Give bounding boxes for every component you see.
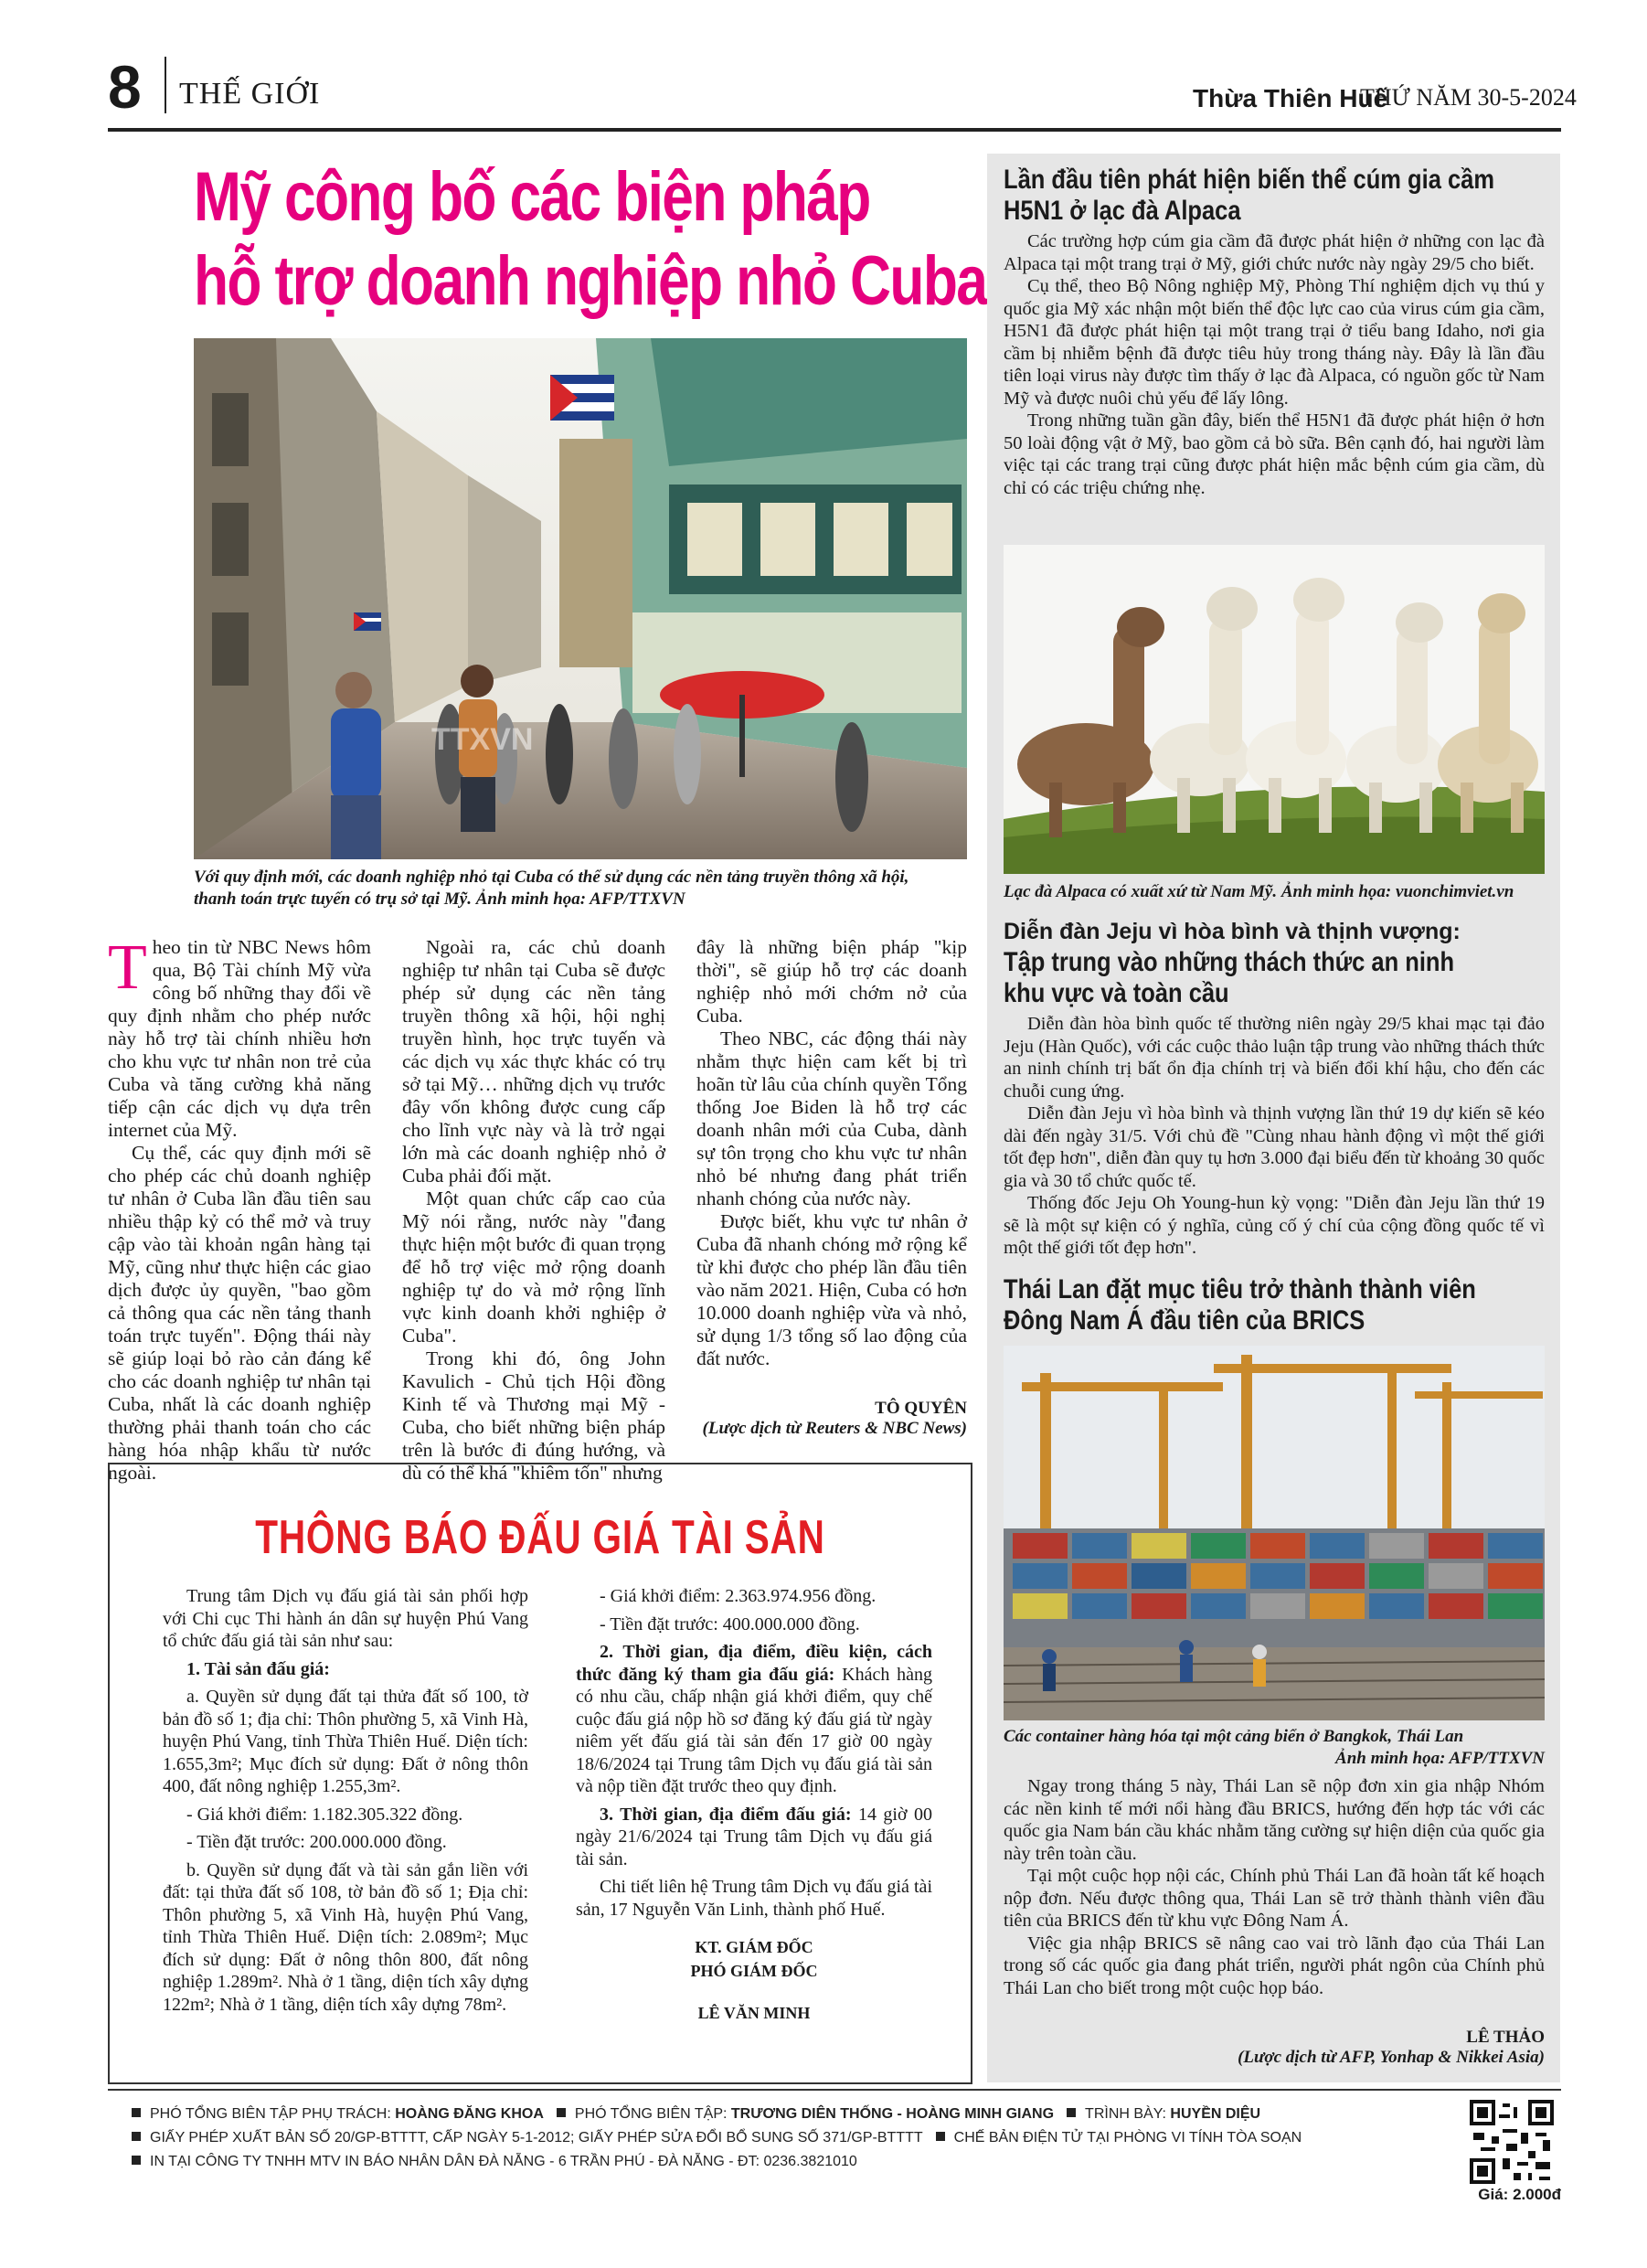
auction-s1a: a. Quyền sử dụng đất tại thửa đất số 100, tờ bản đồ số 1; địa chỉ: Thôn phường 5, xã Vinh Hà, huyện Phú Vang, tỉnh Thừa Thiên Huế. Diện tích: 1.655,3m²; Mục đích sử dụng: Đất ở nông thôn 400, đất nông nghiệp 1.255,3m². — [163, 1687, 528, 1796]
main-source: (Lược dịch từ Reuters & NBC News) — [702, 1419, 967, 1438]
alpaca-headline — [1004, 165, 1494, 227]
auction-s2-heading: 2. Thời gian, địa điểm, điều kiện, cách thức đăng ký tham gia đấu giá: — [576, 1642, 932, 1685]
main-col2-para2: Một quan chức cấp cao của Mỹ nói rằng, nước này "đang thực hiện một bước đi quan trọng để hỗ trợ việc mở rộng doanh nghiệp tự do và mở rộng lĩnh vực kinh doanh khởi nghiệp ở Cuba". — [402, 1187, 665, 1347]
footer-deputy-value: TRƯƠNG DIÊN THỐNG - HOÀNG MINH GIANG — [730, 2106, 1055, 2122]
jeju-para1: Diễn đàn hòa bình quốc tế thường niên ngày 29/5 khai mạc tại đảo Jeju (Hàn Quốc), với các cuộc thảo luận tập trung vào những thách thức an ninh chính trị bất ổn địa chính trị và biến đổi khí hậu, cho đến các chuỗi cung ứng. — [1004, 1014, 1545, 1102]
main-photo-caption-line1: Với quy định mới, các doanh nghiệp nhỏ tại Cuba có thể sử dụng các nền tảng truyền thông xã hội, — [194, 868, 909, 887]
footer-row-2 — [128, 2127, 1302, 2149]
footer-printer: IN TẠI CÔNG TY TNHH MTV IN BÁO NHÂN DÂN ĐÀ NẴNG - 6 TRẦN PHÚ - ĐÀ NẴNG - ĐT: 0236.3821010 — [150, 2154, 857, 2169]
main-byline — [696, 1399, 967, 1439]
auction-sign-title1: KT. GIÁM ĐỐC — [695, 1938, 813, 1956]
main-headline — [194, 155, 987, 324]
main-col3-para3: Được biết, khu vực tư nhân ở Cuba đã nhanh chóng mở rộng kể từ khi được cho phép lần đầu tiên vào năm 2021. Hiện, Cuba có hơn 10.000 doanh nghiệp vừa và nhỏ, sử dụng 1/3 tổng số lao động của đất nước. — [696, 1210, 967, 1369]
main-col2-para1: Ngoài ra, các chủ doanh nghiệp tư nhân tại Cuba sẽ được phép sử dụng các nền tảng truyền thông xã hội, hội nghị truyền hình, học trực tuyến và các dịch vụ xác thực khác có trụ sở tại Mỹ… những dịch vụ trước đây vốn không được cung cấp cho lĩnh vực này và là trở ngại lớn mà các doanh nghiệp nhỏ ở Cuba phải đối mặt. — [402, 936, 665, 1187]
auction-s1b-price: - Giá khởi điểm: 2.363.974.956 đồng. — [600, 1586, 877, 1606]
auction-s1b: b. Quyền sử dụng đất và tài sản gắn liền với đất: tại thửa đất số 108, tờ bản đồ số 1; Địa chỉ: Thôn phường 5, xã Vinh Hà, huyện Phú Vang, tỉnh Thừa Thiên Huế. Diện tích: 2.089m²; Mục đích sử dụng: Đất ở nông thôn 800, đất nông nghiệp 1.289m². Nhà ở 1 tầng, diện tích xây dựng 122m²; Nhà ở 1 tầng, diện tích xây dựng 78m². — [163, 1859, 528, 2015]
dropcap: T — [108, 932, 147, 1003]
port-caption-line1: Các container hàng hóa tại một cảng biển ở Bangkok, Thái Lan — [1004, 1727, 1464, 1746]
main-col-2 — [402, 936, 665, 1485]
main-col3-para2: Theo NBC, các động thái này nhằm thực hiện cam kết bị trì hoãn từ lâu của chính quyền Tổng thống Joe Biden là hỗ trợ các doanh nhân mới của Cuba, dành sự tôn trọng cho khu vực tư nhân nhỏ bé nhưng đang phát triển nhanh chóng của nước này. — [696, 1028, 967, 1209]
auction-col-1 — [163, 1585, 528, 2021]
thailand-headline-line2: Đông Nam Á đầu tiên của BRICS — [1004, 1305, 1365, 1336]
auction-s1a-deposit: - Tiền đặt trước: 200.000.000 đồng. — [186, 1832, 447, 1852]
alpaca-caption: Lạc đà Alpaca có xuất xứ từ Nam Mỹ. Ảnh minh họa: vuonchimviet.vn — [1004, 882, 1514, 901]
qr-code[interactable] — [1470, 2100, 1554, 2184]
footer-layout-label: TRÌNH BÀY: — [1085, 2106, 1166, 2122]
footer-layout-value: HUYỀN DIỆU — [1170, 2106, 1261, 2122]
alpaca-para2: Cụ thể, theo Bộ Nông nghiệp Mỹ, Phòng Thí nghiệm dịch vụ thú y quốc gia Mỹ xác nhận một biến thể độc lực cao của virus cúm gia cầm, H5N1 đã được phát hiện tại một trang trại ở tiểu bang Idaho, nơi gia cầm bị nhiễm bệnh đã được tiêu hủy trong tháng này. Đây là lần đầu tiên loại virus này được tìm thấy ở lạc đà Alpaca, có nguồn gốc từ Nam Mỹ và được nuôi chủ yếu để lấy lông. — [1004, 276, 1545, 409]
auction-s1-heading: 1. Tài sản đấu giá: — [186, 1658, 330, 1679]
sidebar — [987, 154, 1560, 2082]
thailand-headline — [1004, 1274, 1476, 1336]
main-col-3 — [696, 936, 967, 1370]
auction-s3-body: 14 giờ 00 ngày 21/6/2024 tại Trung tâm Dịch vụ đấu giá tài sản. — [576, 1804, 932, 1869]
main-photo-caption — [194, 867, 967, 910]
footer-editor-value: HOÀNG ĐĂNG KHOA — [395, 2106, 544, 2122]
jeju-headline — [1004, 947, 1454, 1009]
main-headline-line1: Mỹ công bố các biện pháp — [194, 158, 870, 236]
thailand-headline-line1: Thái Lan đặt mục tiêu trở thành thành viên — [1004, 1274, 1476, 1304]
auction-signature — [576, 1935, 932, 2025]
main-col1-para2: Cụ thể, các quy định mới sẽ cho phép các chủ doanh nghiệp tư nhân ở Cuba lần đầu tiên sau nhiều thập kỷ có thể mở và truy cập vào tài khoản ngân hàng tại Mỹ, cũng như thực hiện các giao dịch được ủy quyền, "bao gồm cả thông qua các nền tảng thanh toán trực tuyến". Động thái này sẽ giúp loại bỏ rào cản đáng kể cho các doanh nghiệp tư nhân tại Cuba, nhất là các doanh nghiệp thường phải thanh toán cho các hàng hóa nhập khẩu từ nước ngoài. — [108, 1142, 371, 1484]
footer-license: GIẤY PHÉP XUẤT BẢN SỐ 20/GP-BTTTT, CẤP NGÀY 5-1-2012; GIẤY PHÉP SỬA ĐỔI BỔ SUNG SỐ 371/GP-BTTTT — [150, 2130, 923, 2146]
auction-s3-heading: 3. Thời gian, địa điểm đấu giá: — [600, 1804, 852, 1825]
alpaca-body — [1004, 230, 1545, 499]
thailand-body — [1004, 1775, 1545, 1999]
header-rule — [108, 128, 1561, 132]
thailand-source: (Lược dịch từ AFP, Yonhap & Nikkei Asia) — [1238, 2048, 1545, 2067]
main-col3-para1: đây là những biện pháp "kịp thời", sẽ giúp hỗ trợ các doanh nghiệp nhỏ mới chớm nở của Cuba. — [696, 936, 967, 1027]
jeju-kicker: Diễn đàn Jeju vì hòa bình và thịnh vượng: — [1004, 919, 1461, 944]
main-col-1 — [108, 932, 371, 1485]
thailand-author: LÊ THẢO — [1466, 2028, 1545, 2047]
auction-s2-body: Khách hàng có nhu cầu, chấp nhận giá khởi điểm, quy chế cuộc đấu giá nộp hồ sơ đăng ký đấu giá từ ngày niêm yết đấu giá tài sản đến 17 giờ 00 ngày 18/6/2024 tại Trung tâm Dịch vụ đấu giá tài sản và nộp tiền đặt trước theo quy định. — [576, 1664, 933, 1796]
issue-price: Giá: 2.000đ — [1478, 2186, 1561, 2203]
footer-row-3 — [128, 2151, 857, 2173]
auction-s1a-price: - Giá khởi điểm: 1.182.305.322 đồng. — [186, 1804, 463, 1825]
auction-notice-box — [108, 1463, 972, 2084]
jeju-para3: Thống đốc Jeju Oh Young-hun kỳ vọng: "Diễn đàn Jeju lần thứ 19 sẽ là một sự kiện có ý nghĩa, củng cố ý chí của cộng đồng quốc tế vì một thế giới tốt đẹp hơn". — [1004, 1193, 1545, 1258]
auction-signer: LÊ VĂN MINH — [697, 2004, 811, 2022]
thailand-para3: Việc gia nhập BRICS sẽ nâng cao vai trò lãnh đạo của Thái Lan trong số các quốc gia đang phát triển, người phát ngôn của Chính phủ Thái Lan cho biết trong một cuộc họp báo. — [1004, 1933, 1545, 1998]
auction-intro: Trung tâm Dịch vụ đấu giá tài sản phối hợp với Chi cục Thi hành án dân sự huyện Phú Vang tổ chức đấu giá tài sản như sau: — [163, 1586, 528, 1651]
alpaca-headline-line2: H5N1 ở lạc đà Alpaca — [1004, 196, 1241, 226]
main-author: TÔ QUYÊN — [875, 1399, 967, 1418]
footer — [108, 2089, 1561, 2202]
footer-typesetting: CHẾ BẢN ĐIỆN TỬ TẠI PHÒNG VI TÍNH TÒA SOẠN — [953, 2130, 1302, 2146]
auction-title: THÔNG BÁO ĐẤU GIÁ TÀI SẢN — [255, 1511, 825, 1564]
main-photo-caption-line2: thanh toán trực tuyến có trụ sở tại Mỹ. Ảnh minh họa: AFP/TTXVN — [194, 889, 685, 909]
footer-deputy-label: PHÓ TỔNG BIÊN TẬP: — [574, 2106, 728, 2122]
alpaca-photo — [1004, 545, 1545, 874]
issue-date: THỨ NĂM 30-5-2024 — [1360, 84, 1577, 111]
jeju-headline-line1: Tập trung vào những thách thức an ninh — [1004, 947, 1455, 977]
thailand-byline — [1004, 2028, 1545, 2068]
alpaca-headline-line1: Lần đầu tiên phát hiện biến thể cúm gia cầm — [1004, 165, 1495, 195]
main-col1-para1: heo tin từ NBC News hôm qua, Bộ Tài chính Mỹ vừa công bố những thay đổi về quy định nhằm cho phép nước này hỗ trợ tài chính nhiều hơn cho khu vực tư nhân non trẻ của Cuba và tăng cường khả năng tiếp cận các dịch vụ dựa trên internet của Mỹ. — [108, 936, 371, 1141]
header-divider — [165, 57, 166, 113]
cuba-street-photo — [194, 338, 967, 859]
auction-contact: Chi tiết liên hệ Trung tâm Dịch vụ đấu giá tài sản, 17 Nguyễn Văn Linh, thành phố Huế. — [576, 1877, 932, 1920]
footer-editor-label: PHÓ TỔNG BIÊN TẬP PHỤ TRÁCH: — [150, 2106, 391, 2122]
alpaca-para3: Trong những tuần gần đây, biến thể H5N1 đã được phát hiện ở hơn 50 loài động vật ở Mỹ, bao gồm cả bò sữa. Bên cạnh đó, hai người làm việc tại các trang trại cũng được phát hiện mắc bệnh cúm gia cầm, dù chỉ có các triệu chứng nhẹ. — [1004, 410, 1545, 498]
thailand-para2: Tại một cuộc họp nội các, Chính phủ Thái Lan đã hoàn tất kế hoạch nộp đơn. Nếu được thông qua, Thái Lan sẽ trở thành thành viên đầu tiên của BRICS đến từ khu vực Đông Nam Á. — [1004, 1866, 1545, 1931]
section-name: THẾ GIỚI — [179, 77, 321, 111]
port-caption-line2: Ảnh minh họa: AFP/TTXVN — [1335, 1749, 1545, 1768]
port-photo — [1004, 1346, 1545, 1720]
page-number: 8 — [108, 53, 142, 121]
auction-col-2 — [576, 1585, 932, 2025]
auction-s1b-deposit: - Tiền đặt trước: 400.000.000 đồng. — [600, 1613, 860, 1634]
jeju-body — [1004, 1013, 1545, 1260]
footer-row-1 — [128, 2103, 1260, 2125]
thailand-para1: Ngay trong tháng 5 này, Thái Lan sẽ nộp đơn xin gia nhập Nhóm các nền kinh tế mới nổi hàng đầu BRICS, hướng đến hợp tác với các quốc gia Nam bán cầu khác nhằm tăng cường sự hiện diện của quốc gia này trên toàn cầu. — [1004, 1776, 1545, 1864]
auction-sign-title2: PHÓ GIÁM ĐỐC — [690, 1962, 818, 1980]
photo-watermark: TTXVN — [431, 722, 534, 757]
newspaper-name: Thừa Thiên Huế — [1193, 84, 1388, 112]
jeju-para2: Diễn đàn Jeju vì hòa bình và thịnh vượng lần thứ 19 dự kiến sẽ kéo dài đến ngày 31/5. Với chủ đề "Cùng nhau hành động vì một thế giới tốt đẹp hơn", diễn đàn quy tụ hơn 3.000 đại biểu đến từ khoảng 30 quốc gia và 30 tổ chức quốc tế. — [1004, 1103, 1545, 1191]
jeju-headline-line2: khu vực và toàn cầu — [1004, 978, 1229, 1008]
main-col2-para3: Trong khi đó, ông John Kavulich - Chủ tịch Hội đồng Kinh tế và Thương mại Mỹ - Cuba, cho biết những biện pháp trên là bước đi đúng hướng, và dù có thể khá "khiêm tốn" nhưng — [402, 1347, 665, 1484]
main-headline-line2: hỗ trợ doanh nghiệp nhỏ Cuba — [194, 242, 987, 320]
port-caption — [1004, 1726, 1545, 1770]
alpaca-para1: Các trường hợp cúm gia cầm đã được phát hiện ở những con lạc đà Alpaca tại một trang trại ở Mỹ, giới chức nước này ngày 29/5 cho biết. — [1004, 231, 1545, 274]
